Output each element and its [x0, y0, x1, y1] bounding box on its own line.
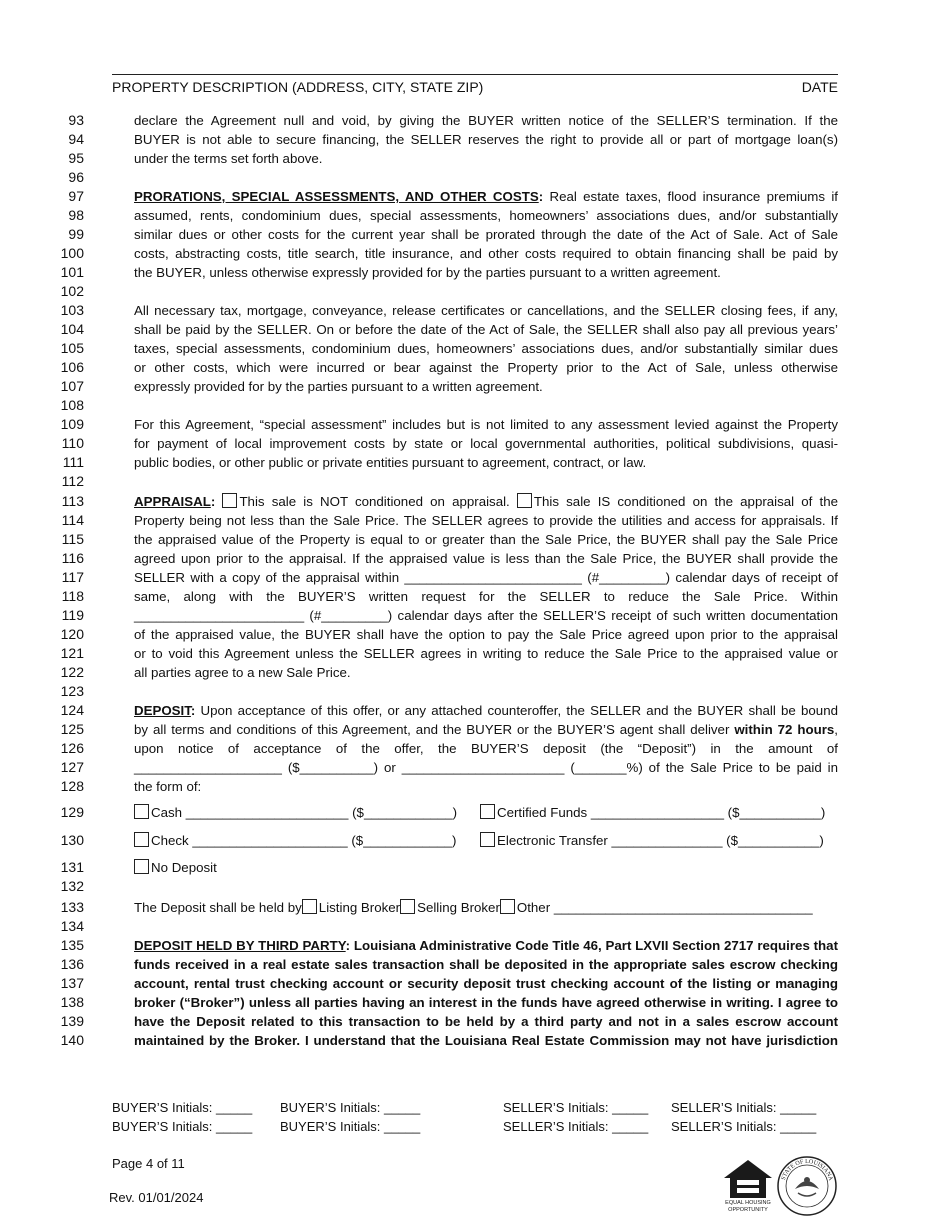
text-line: under the terms set forth above.	[134, 151, 323, 166]
line-number: 108	[60, 397, 84, 413]
text-line: Property being not less than the Sale Price. The SELLER agrees to provide the utilities and access for appraisals. If	[134, 513, 838, 528]
appraisal-not-conditioned-checkbox[interactable]	[222, 493, 237, 508]
text-line: agreed upon prior to the appraisal. If the appraised value is less than the Sale Price, the BUYER shall provide the	[134, 551, 838, 566]
svg-text:EQUAL HOUSING: EQUAL HOUSING	[725, 1200, 771, 1206]
line-number: 97	[68, 188, 84, 204]
line-number: 111	[62, 454, 84, 470]
text-line: for payment of local improvement costs by state or local governmental authorities, political subdivisions, quasi-	[134, 436, 838, 451]
text-line: by all terms and conditions of this Agreement, and the BUYER or the BUYER’S agent shall deliver within 72 hours,	[134, 722, 838, 737]
electronic-transfer-checkbox[interactable]	[480, 832, 495, 847]
line-number: 136	[60, 956, 84, 972]
text-line: or to void this Agreement unless the SELLER agrees in writing to reduce the Sale Price to the appraised value or	[134, 646, 838, 661]
line-number: 133	[60, 899, 84, 915]
line-number: 123	[60, 683, 84, 699]
line-number: 99	[68, 226, 84, 242]
line-number: 126	[60, 740, 84, 756]
seller-initials-field[interactable]: SELLER’S Initials: _____	[503, 1119, 649, 1134]
text-line: expressly provided for by the parties pursuant to a written agreement.	[134, 379, 543, 394]
text-line: maintained by the Broker. I understand that the Louisiana Real Estate Commission may not have jurisdiction	[134, 1033, 838, 1048]
line-number: 125	[60, 721, 84, 737]
line-number: 119	[61, 607, 84, 623]
line-number: 101	[60, 264, 84, 280]
text-line: costs, abstracting costs, title search, title insurance, and other costs required to obtain financing shall be paid by	[134, 246, 838, 261]
line-number: 93	[68, 112, 84, 128]
revision-date: Rev. 01/01/2024	[109, 1190, 204, 1205]
line-number: 121	[60, 645, 84, 661]
line-number: 95	[68, 150, 84, 166]
line-number: 127	[60, 759, 84, 775]
line-number: 104	[60, 321, 84, 337]
line-number: 96	[68, 169, 84, 185]
text-line: or other costs, which were incurred or bear against the Property prior to the Act of Sale, unless otherwise	[134, 360, 838, 375]
text-line: all parties agree to a new Sale Price.	[134, 665, 351, 680]
text-line: broker (“Broker”) unless all parties having an interest in the funds have agreed otherwise in writing. I agree to	[134, 995, 838, 1010]
line-number: 105	[60, 340, 84, 356]
text-line: BUYER is not able to secure financing, the SELLER reserves the right to provide all or part of mortgage loan(s)	[134, 132, 838, 147]
text-line: the appraised value of the Property is equal to or greater than the Sale Price, the BUYER shall pay the Sale Price	[134, 532, 838, 547]
line-number: 139	[60, 1013, 84, 1029]
line-number: 124	[60, 702, 84, 718]
date-label: DATE	[801, 79, 838, 95]
text-line: public bodies, or other public or private entities pursuant to agreement, contract, or law.	[134, 455, 647, 470]
buyer-initials-field[interactable]: BUYER’S Initials: _____	[112, 1119, 253, 1134]
property-description-label: PROPERTY DESCRIPTION (ADDRESS, CITY, STATE ZIP)	[112, 79, 484, 95]
line-number: 135	[60, 937, 84, 953]
seller-initials-field[interactable]: SELLER’S Initials: _____	[671, 1100, 817, 1115]
line-number: 100	[60, 245, 84, 261]
text-line: funds received in a real estate sales transaction shall be deposited in the appropriate sales escrow checking	[134, 957, 838, 972]
certified-funds-option: Certified Funds __________________ ($___________)	[480, 803, 825, 822]
line-number: 113	[61, 493, 84, 509]
text-line: declare the Agreement null and void, by giving the BUYER written notice of the SELLER’S termination. If the	[134, 113, 838, 128]
prorations-heading-line: PRORATIONS, SPECIAL ASSESSMENTS, AND OTHER COSTS: Real estate taxes, flood insurance premiums if	[134, 189, 838, 204]
third-party-heading: DEPOSIT HELD BY THIRD PARTY	[134, 938, 346, 953]
svg-text:STATE OF LOUISIANA: STATE OF LOUISIANA	[780, 1158, 834, 1182]
text-line: the form of:	[134, 779, 202, 794]
text-line: upon notice of acceptance of the offer, the BUYER’S deposit (the “Deposit”) in the amount of	[134, 741, 838, 756]
line-number: 131	[60, 859, 84, 875]
equal-housing-icon	[722, 1158, 774, 1219]
text-line: ____________________ ($__________) or ______________________ (_______%) of the Sale Price to be paid in	[134, 760, 838, 775]
selling-broker-checkbox[interactable]	[400, 899, 415, 914]
text-line: taxes, special assessments, condominium dues, homeowners’ associations dues, and/or substantially similar dues	[134, 341, 838, 356]
text-line: All necessary tax, mortgage, conveyance, release certificates or cancellations, and the SELLER closing fees, if any,	[134, 303, 838, 318]
deposit-heading-line: DEPOSIT: Upon acceptance of this offer, or any attached counteroffer, the SELLER and the BUYER shall be bound	[134, 703, 838, 718]
text-line: For this Agreement, “special assessment” includes but is not limited to any assessment levied against the Property	[134, 417, 838, 432]
line-number: 134	[60, 918, 84, 934]
text-line: similar dues or other costs for the current year shall be prorated through the date of the Act of Sale. Act of Sale	[134, 227, 838, 242]
certified-funds-checkbox[interactable]	[480, 804, 495, 819]
text-line: same, along with the BUYER’S written request for the SELLER to reduce the Sale Price. Within	[134, 589, 838, 604]
line-number: 106	[60, 359, 84, 375]
text-line: assumed, rents, condominium dues, special assessments, homeowners’ associations dues, and/or substantially	[134, 208, 838, 223]
line-number: 138	[60, 994, 84, 1010]
line-number: 129	[60, 804, 84, 820]
appraisal-heading: APPRAISAL	[134, 494, 211, 509]
deposit-heading: DEPOSIT	[134, 703, 191, 718]
line-number: 117	[61, 569, 84, 585]
text-line: have the Deposit related to this transaction to be held by a third party and not in a sales escrow account	[134, 1014, 838, 1029]
line-number: 130	[60, 832, 84, 848]
cash-checkbox[interactable]	[134, 804, 149, 819]
prorations-heading: PRORATIONS, SPECIAL ASSESSMENTS, AND OTHER COSTS	[134, 189, 539, 204]
svg-text:OPPORTUNITY: OPPORTUNITY	[728, 1207, 768, 1213]
header-rule	[112, 74, 838, 75]
text-line: SELLER with a copy of the appraisal within ________________________ (#_________) calendar days of receipt of	[134, 570, 838, 585]
check-option: Check _____________________ ($____________)	[134, 831, 456, 850]
state-seal-icon	[776, 1155, 838, 1222]
text-line: the BUYER, unless otherwise expressly provided for by the parties pursuant to a written agreement.	[134, 265, 721, 280]
cash-option: Cash ______________________ ($____________)	[134, 803, 457, 822]
appraisal-conditioned-checkbox[interactable]	[517, 493, 532, 508]
line-number: 120	[60, 626, 84, 642]
appraisal-line: APPRAISAL: This sale is NOT conditioned on appraisal. This sale IS conditioned on the appraisal of the	[134, 494, 838, 509]
buyer-initials-field[interactable]: BUYER’S Initials: _____	[280, 1119, 421, 1134]
buyer-initials-field[interactable]: BUYER’S Initials: _____	[280, 1100, 421, 1115]
text-line: shall be paid by the SELLER. On or before the date of the Act of Sale, the SELLER shall also pay all previous years’	[134, 322, 838, 337]
text-line: _______________________ (#_________) calendar days after the SELLER’S receipt of such written documentation	[134, 608, 838, 623]
line-number: 110	[61, 435, 84, 451]
no-deposit-option: No Deposit	[134, 858, 217, 877]
line-number: 103	[60, 302, 84, 318]
line-number: 114	[61, 512, 84, 528]
other-holder-checkbox[interactable]	[500, 899, 515, 914]
line-number: 112	[61, 473, 84, 489]
line-number: 128	[60, 778, 84, 794]
line-number: 132	[60, 878, 84, 894]
line-number: 116	[61, 550, 84, 566]
electronic-transfer-option: Electronic Transfer _______________ ($___________)	[480, 831, 824, 850]
check-checkbox[interactable]	[134, 832, 149, 847]
line-number: 122	[60, 664, 84, 680]
buyer-initials-field[interactable]: BUYER’S Initials: _____	[112, 1100, 253, 1115]
line-number: 98	[68, 207, 84, 223]
line-number: 109	[60, 416, 84, 432]
seller-initials-field[interactable]: SELLER’S Initials: _____	[671, 1119, 817, 1134]
line-number: 137	[60, 975, 84, 991]
deposit-held-by-line: The Deposit shall be held by Listing Broker Selling Broker Other ___________________________________	[134, 900, 813, 915]
line-number: 107	[60, 378, 84, 394]
text-line: of the appraised value, the BUYER shall have the option to pay the Sale Price agreed upon prior to the appraisal	[134, 627, 838, 642]
no-deposit-checkbox[interactable]	[134, 859, 149, 874]
line-number: 115	[61, 531, 84, 547]
page-number: Page 4 of 11	[112, 1156, 185, 1171]
seller-initials-field[interactable]: SELLER’S Initials: _____	[503, 1100, 649, 1115]
third-party-heading-line: DEPOSIT HELD BY THIRD PARTY: Louisiana Administrative Code Title 46, Part LXVII Section 2717 requires that	[134, 938, 838, 953]
line-number: 102	[60, 283, 84, 299]
text-line: account, rental trust checking account or security deposit trust checking account of the listing or managing	[134, 976, 838, 991]
line-number: 118	[61, 588, 84, 604]
line-number: 140	[60, 1032, 84, 1048]
listing-broker-checkbox[interactable]	[302, 899, 317, 914]
line-number: 94	[68, 131, 84, 147]
